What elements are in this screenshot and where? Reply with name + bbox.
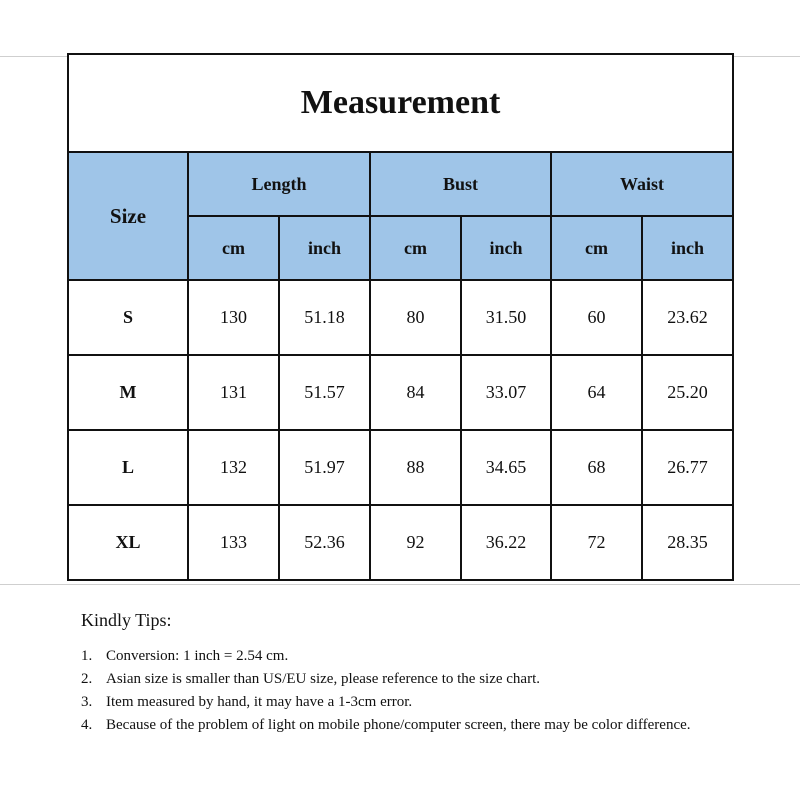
table-cell: 131	[188, 355, 279, 430]
table-row	[68, 355, 733, 430]
table-cell: 34.65	[461, 430, 551, 505]
unit-header: inch	[461, 216, 551, 280]
table-cell: 92	[370, 505, 461, 580]
list-number: 4.	[81, 717, 93, 733]
size-cell: S	[68, 280, 188, 355]
size-cell: L	[68, 430, 188, 505]
table-cell: 33.07	[461, 355, 551, 430]
table-cell: 51.97	[279, 430, 370, 505]
kindly-tips	[81, 610, 721, 737]
tip-text: Because of the problem of light on mobile phone/computer screen, there may be color difference.	[106, 717, 691, 733]
table-title: Measurement	[68, 54, 733, 152]
list-item	[81, 668, 721, 690]
unit-header: cm	[551, 216, 642, 280]
table-cell: 52.36	[279, 505, 370, 580]
table-row	[68, 280, 733, 355]
header-bust: Bust	[370, 152, 551, 216]
table-cell: 130	[188, 280, 279, 355]
table-cell: 28.35	[642, 505, 733, 580]
table-cell: 51.57	[279, 355, 370, 430]
table-cell: 26.77	[642, 430, 733, 505]
table-row	[68, 505, 733, 580]
tips-list	[81, 645, 721, 736]
unit-header: inch	[279, 216, 370, 280]
header-length: Length	[188, 152, 370, 216]
tip-text: Conversion: 1 inch = 2.54 cm.	[106, 648, 289, 664]
table-cell: 60	[551, 280, 642, 355]
table-cell: 64	[551, 355, 642, 430]
tip-text: Asian size is smaller than US/EU size, please reference to the size chart.	[106, 671, 540, 687]
unit-header: cm	[370, 216, 461, 280]
table-cell: 88	[370, 430, 461, 505]
list-item	[81, 714, 721, 736]
size-header: Size	[68, 152, 188, 280]
table-row	[68, 430, 733, 505]
list-item	[81, 691, 721, 713]
table-cell: 31.50	[461, 280, 551, 355]
unit-header: inch	[642, 216, 733, 280]
table-cell: 72	[551, 505, 642, 580]
tip-text: Item measured by hand, it may have a 1-3cm error.	[106, 694, 413, 710]
list-number: 3.	[81, 694, 93, 710]
list-number: 1.	[81, 648, 93, 664]
table-cell: 36.22	[461, 505, 551, 580]
list-item	[81, 645, 721, 667]
list-number: 2.	[81, 671, 93, 687]
unit-header: cm	[188, 216, 279, 280]
divider-bottom	[0, 584, 800, 585]
tips-title: Kindly Tips:	[81, 610, 172, 630]
table-cell: 25.20	[642, 355, 733, 430]
size-chart-table	[67, 53, 734, 581]
size-cell: M	[68, 355, 188, 430]
table-cell: 51.18	[279, 280, 370, 355]
table-cell: 132	[188, 430, 279, 505]
table-cell: 68	[551, 430, 642, 505]
size-cell: XL	[68, 505, 188, 580]
header-waist: Waist	[551, 152, 733, 216]
table-cell: 84	[370, 355, 461, 430]
table-cell: 133	[188, 505, 279, 580]
table-cell: 23.62	[642, 280, 733, 355]
table-cell: 80	[370, 280, 461, 355]
